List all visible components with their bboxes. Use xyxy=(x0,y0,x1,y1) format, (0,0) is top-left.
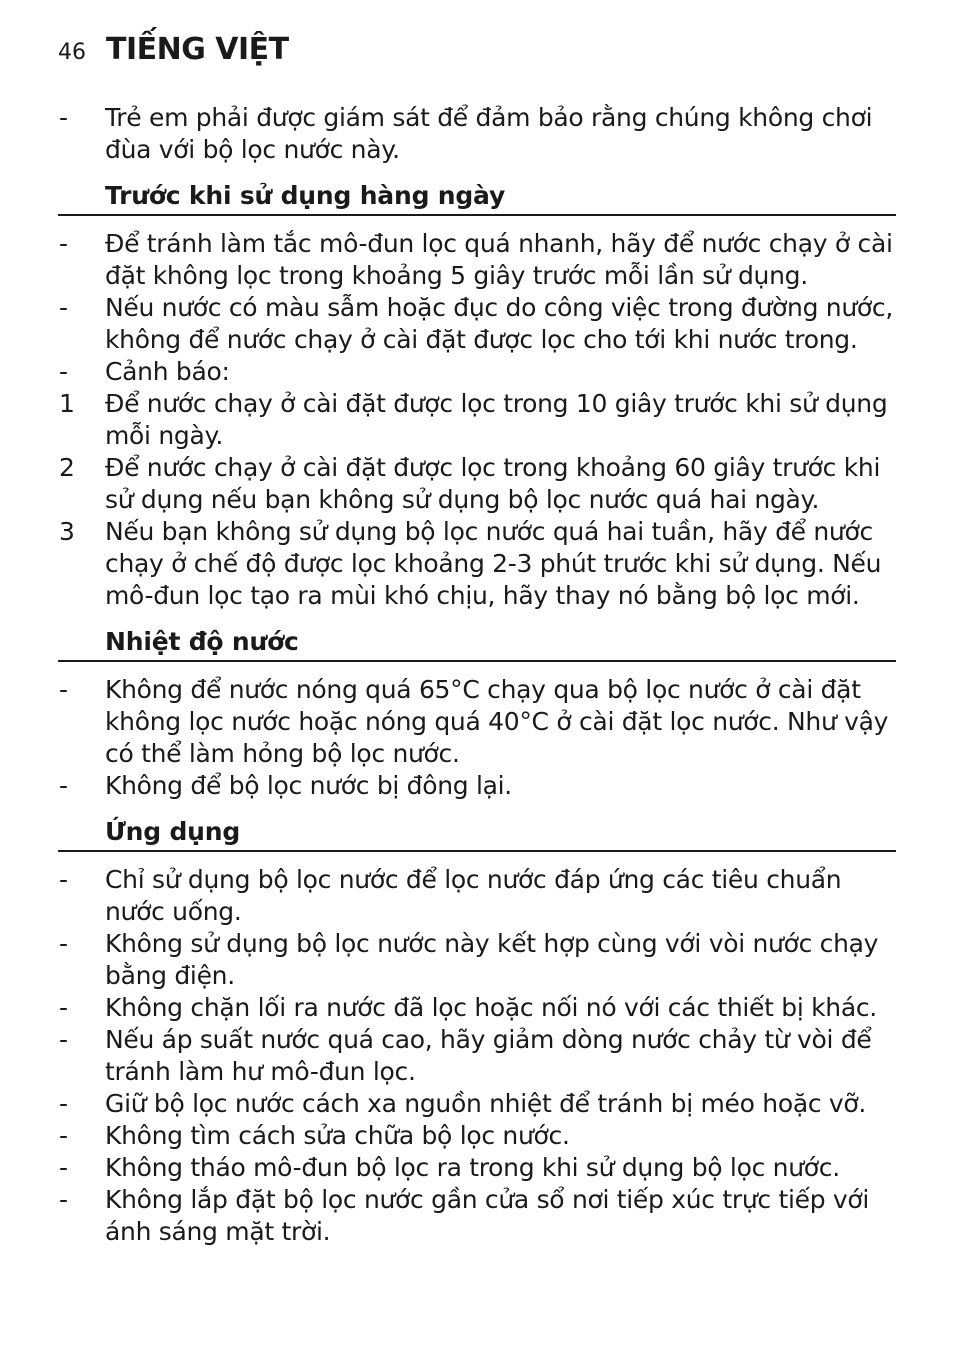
list-item-text: Không tháo mô-đun bộ lọc ra trong khi sử dụng bộ lọc nước. xyxy=(105,1153,840,1182)
list-item-text: Để tránh làm tắc mô-đun lọc quá nhanh, hãy để nước chạy ở cài đặt không lọc trong khoảng 5 giây trước mỗi lần sử dụng. xyxy=(105,229,893,290)
list-item xyxy=(58,770,896,802)
list-item-text: Giữ bộ lọc nước cách xa nguồn nhiệt để tránh bị méo hoặc vỡ. xyxy=(105,1089,867,1118)
section-heading-application: Ứng dụng xyxy=(58,816,896,852)
document-body xyxy=(58,102,896,1248)
list-item-text: Không tìm cách sửa chữa bộ lọc nước. xyxy=(105,1121,570,1150)
list-item-text: Cảnh báo: xyxy=(105,357,230,386)
list-item-text: Trẻ em phải được giám sát để đảm bảo rằng chúng không chơi đùa với bộ lọc nước này. xyxy=(105,103,873,164)
numbered-item xyxy=(58,516,896,612)
numbered-item xyxy=(58,388,896,452)
section-heading-daily-use: Trước khi sử dụng hàng ngày xyxy=(58,180,896,216)
list-marker: - xyxy=(59,103,68,132)
list-number: 3 xyxy=(59,517,75,546)
page-title: TIẾNG VIỆT xyxy=(106,32,289,67)
list-marker: - xyxy=(59,771,68,800)
list-item xyxy=(58,292,896,356)
list-marker: - xyxy=(59,229,68,258)
list-marker: - xyxy=(59,865,68,894)
list-item xyxy=(58,102,896,166)
list-marker: - xyxy=(59,929,68,958)
list-item xyxy=(58,356,896,388)
list-marker: - xyxy=(59,993,68,1022)
list-item xyxy=(58,1184,896,1248)
list-item xyxy=(58,1088,896,1120)
list-marker: - xyxy=(59,675,68,704)
list-number: 1 xyxy=(59,389,75,418)
list-item xyxy=(58,1024,896,1088)
page-header xyxy=(58,32,289,67)
list-item xyxy=(58,228,896,292)
list-item xyxy=(58,1152,896,1184)
list-item xyxy=(58,864,896,928)
section-heading-water-temperature: Nhiệt độ nước xyxy=(58,626,896,662)
list-marker: - xyxy=(59,1025,68,1054)
list-item xyxy=(58,992,896,1024)
list-item xyxy=(58,674,896,770)
list-item-text: Không để nước nóng quá 65°C chạy qua bộ lọc nước ở cài đặt không lọc nước hoặc nóng quá 40°C ở cài đặt lọc nước. Như vậy có thể làm hỏng bộ lọc nước. xyxy=(105,675,889,768)
numbered-item xyxy=(58,452,896,516)
list-marker: - xyxy=(59,1121,68,1150)
list-marker: - xyxy=(59,293,68,322)
list-item-text: Không chặn lối ra nước đã lọc hoặc nối nó với các thiết bị khác. xyxy=(105,993,877,1022)
list-item xyxy=(58,928,896,992)
list-item xyxy=(58,1120,896,1152)
list-item-text: Không lắp đặt bộ lọc nước gần cửa sổ nơi tiếp xúc trực tiếp với ánh sáng mặt trời. xyxy=(105,1185,870,1246)
list-item-text: Để nước chạy ở cài đặt được lọc trong khoảng 60 giây trước khi sử dụng nếu bạn không sử dụng bộ lọc nước quá hai ngày. xyxy=(105,453,881,514)
list-marker: - xyxy=(59,1153,68,1182)
list-item-text: Không sử dụng bộ lọc nước này kết hợp cùng với vòi nước chạy bằng điện. xyxy=(105,929,879,990)
list-marker: - xyxy=(59,1185,68,1214)
list-item-text: Để nước chạy ở cài đặt được lọc trong 10 giây trước khi sử dụng mỗi ngày. xyxy=(105,389,888,450)
page-number: 46 xyxy=(58,40,86,65)
list-item-text: Nếu áp suất nước quá cao, hãy giảm dòng nước chảy từ vòi để tránh làm hư mô-đun lọc. xyxy=(105,1025,872,1086)
list-marker: - xyxy=(59,357,68,386)
list-item-text: Không để bộ lọc nước bị đông lại. xyxy=(105,771,512,800)
list-item-text: Nếu bạn không sử dụng bộ lọc nước quá hai tuần, hãy để nước chạy ở chế độ được lọc khoảng 2-3 phút trước khi sử dụng. Nếu mô-đun lọc tạo ra mùi khó chịu, hãy thay nó bằng bộ lọc mới. xyxy=(105,517,882,610)
list-number: 2 xyxy=(59,453,75,482)
list-item-text: Chỉ sử dụng bộ lọc nước để lọc nước đáp ứng các tiêu chuẩn nước uống. xyxy=(105,865,842,926)
list-marker: - xyxy=(59,1089,68,1118)
list-item-text: Nếu nước có màu sẫm hoặc đục do công việc trong đường nước, không để nước chạy ở cài đặt được lọc cho tới khi nước trong. xyxy=(105,293,893,354)
